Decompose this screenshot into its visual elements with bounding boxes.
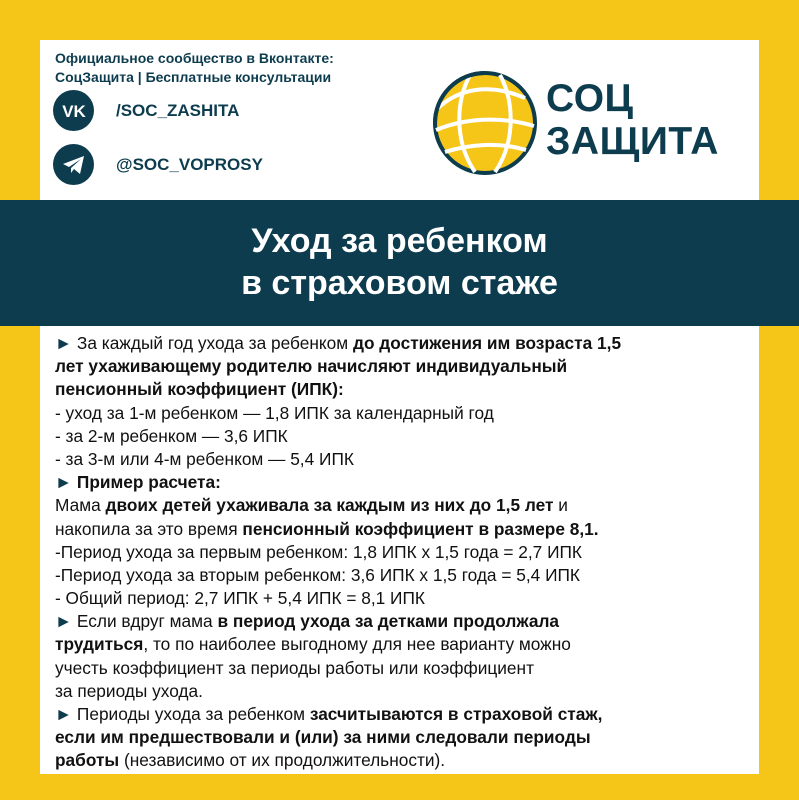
bullet-triangle-icon: ► — [55, 333, 73, 353]
paragraph-1-line-1: ► За каждый год ухода за ребенком до достижения им возраста 1,5 — [55, 333, 622, 353]
list-item: - за 3-м или 4-м ребенком — 5,4 ИПК — [55, 448, 354, 469]
globe-logo-icon — [430, 68, 540, 178]
paragraph-3-line-2: трудиться, то по наиболее выгодному для нее варианту можно — [55, 634, 571, 655]
example-heading: ► Пример расчета: — [55, 472, 221, 493]
list-item: - за 2-м ребенком — 3,6 ИПК — [55, 425, 288, 446]
paragraph-1-line-3: пенсионный коэффициент (ИПК): — [55, 379, 344, 400]
bullet-triangle-icon: ► — [55, 611, 73, 632]
bullet-triangle-icon: ► — [55, 472, 73, 493]
paragraph-4-line-3: работы (независимо от их продолжительности). — [55, 750, 446, 771]
svg-text:VK: VK — [61, 101, 86, 120]
example-line-2: накопила за это время пенсионный коэффициент в размере 8,1. — [55, 518, 599, 539]
telegram-icon — [53, 144, 94, 185]
telegram-handle: @SOC_VOPROSY — [116, 154, 263, 174]
brand-name — [546, 77, 719, 163]
example-line-1: Мама двоих детей ухаживала за каждым из них до 1,5 лет и — [55, 495, 568, 516]
community-line-2: СоцЗащита | Бесплатные консультации — [55, 69, 332, 85]
calc-line: -Период ухода за вторым ребенком: 3,6 ИПК х 1,5 года = 5,4 ИПК — [55, 564, 580, 585]
header-card — [40, 40, 759, 200]
bullet-triangle-icon: ► — [55, 704, 73, 724]
community-line-1: Официальное сообщество в Вконтакте: — [55, 50, 334, 66]
paragraph-3-line-3: учесть коэффициент за периоды работы или коэффициент — [55, 657, 534, 678]
telegram-link[interactable] — [53, 144, 263, 185]
title-line-1: Уход за ребенком — [251, 222, 548, 260]
brand-line-2: ЗАЩИТА — [546, 120, 719, 163]
community-info — [55, 49, 334, 87]
calc-line: - Общий период: 2,7 ИПК + 5,4 ИПК = 8,1 ИПК — [55, 588, 425, 609]
vk-link[interactable] — [53, 90, 239, 131]
title-band — [0, 200, 799, 326]
list-item: - уход за 1-м ребенком — 1,8 ИПК за календарный год — [55, 402, 494, 423]
vk-icon — [53, 90, 94, 131]
paragraph-4-line-1: ► Периоды ухода за ребенком засчитываются в страховой стаж, — [55, 704, 603, 724]
brand-line-1: СОЦ — [546, 77, 634, 120]
vk-handle: /SOC_ZASHITA — [116, 100, 240, 120]
body-text — [55, 332, 755, 773]
body-card — [40, 326, 759, 774]
paragraph-1-line-2: лет ухаживающему родителю начисляют индивидуальный — [55, 356, 568, 377]
paragraph-3-line-4: за периоды ухода. — [55, 680, 203, 701]
calc-line: -Период ухода за первым ребенком: 1,8 ИПК х 1,5 года = 2,7 ИПК — [55, 541, 582, 562]
paragraph-3-line-1: ► Если вдруг мама в период ухода за детками продолжала — [55, 611, 560, 632]
paragraph-4-line-2: если им предшествовали и (или) за ними следовали периоды — [55, 727, 591, 748]
title-line-2: в страховом стаже — [241, 264, 558, 302]
